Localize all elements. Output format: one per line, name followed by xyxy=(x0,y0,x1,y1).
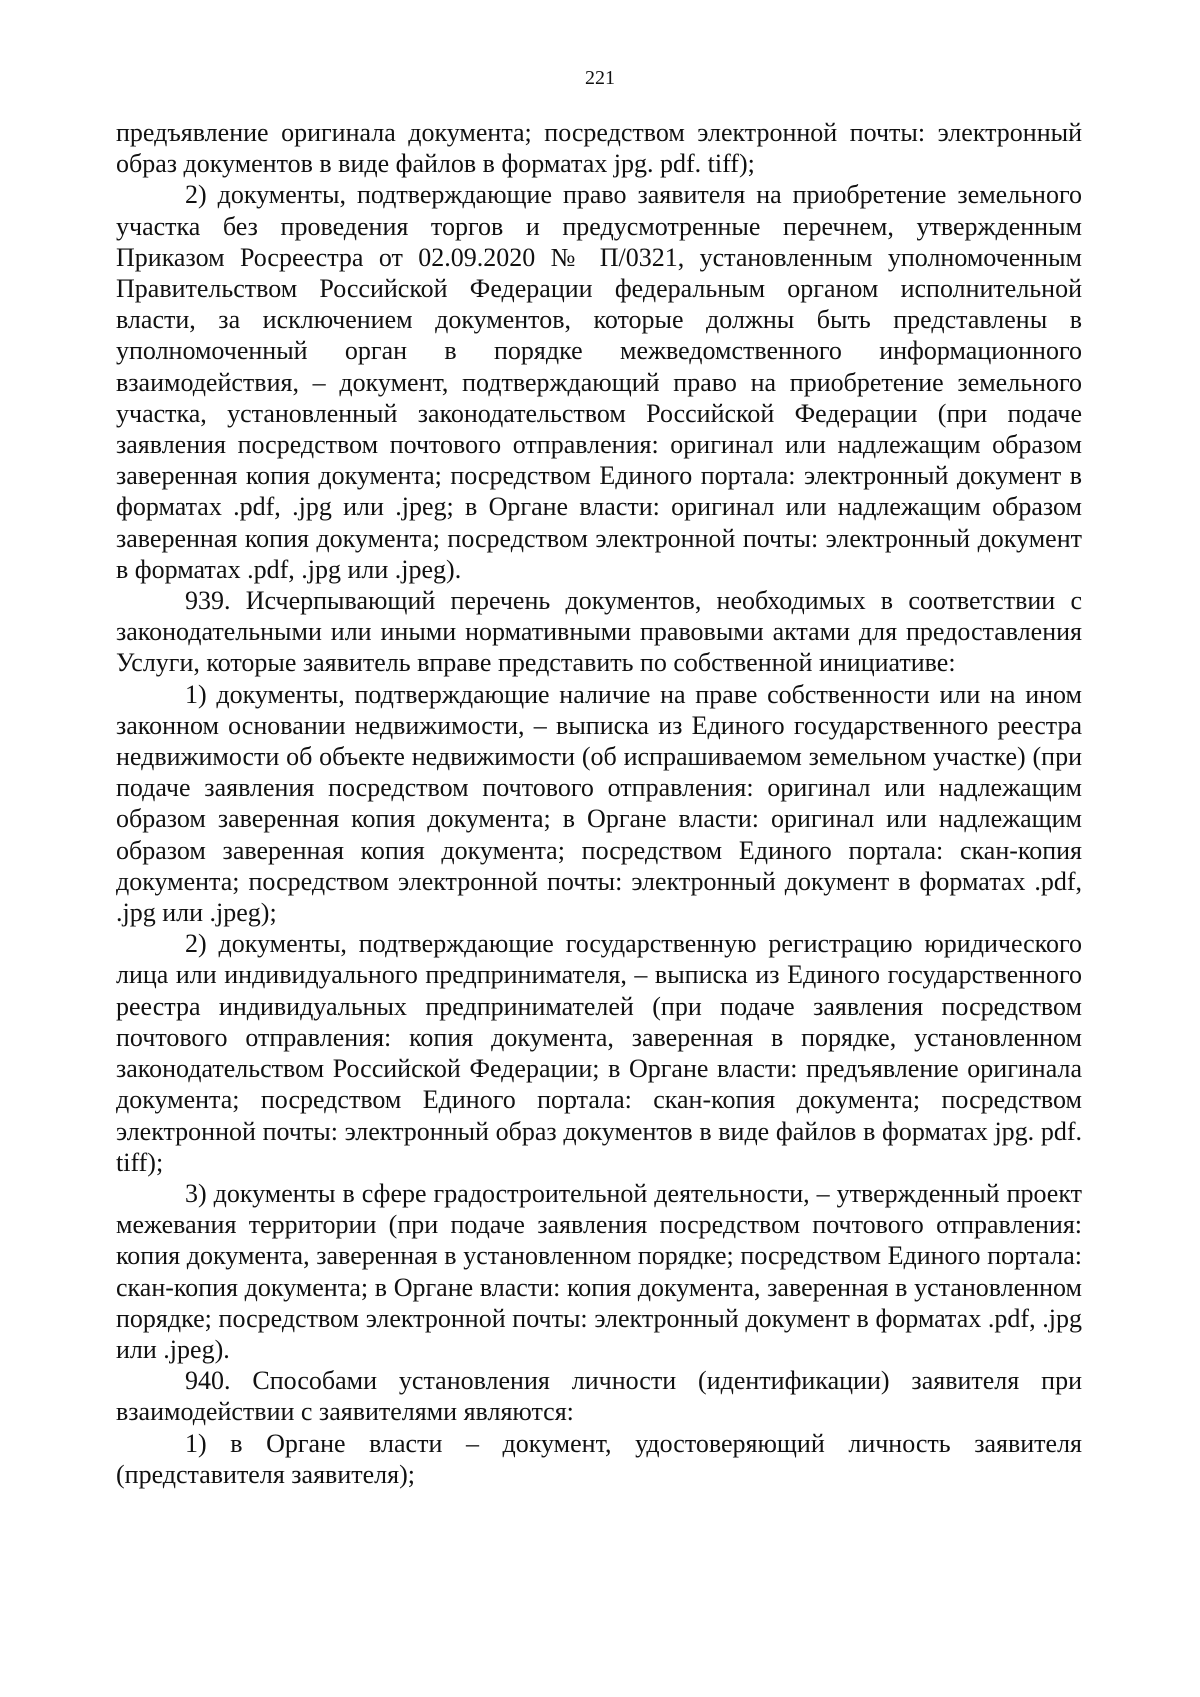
paragraph: предъявление оригинала документа; посредством электронной почты: электронный образ документов в виде файлов в форматах jpg. pdf. tiff); xyxy=(116,118,1082,179)
paragraph: 3) документы в сфере градостроительной деятельности, – утвержденный проект межевания территории (при подаче заявления посредством почтового отправления: копия документа, заверенная в установленном порядке; посредством Единого портала: скан-копия документа; в Органе власти: копия документа, заверенная в установленном порядке; посредством электронной почты: электронный документ в форматах .pdf, .jpg или .jpeg). xyxy=(116,1178,1082,1364)
paragraph: 1) документы, подтверждающие наличие на праве собственности или на ином законном основании недвижимости, – выписка из Единого государственного реестра недвижимости об объекте недвижимости (об испрашиваемом земельном участке) (при подаче заявления посредством почтового отправления: оригинал или надлежащим образом заверенная копия документа; в Органе власти: оригинал или надлежащим образом заверенная копия документа; посредством Единого портала: скан-копия документа; посредством электронной почты: электронный документ в форматах .pdf, .jpg или .jpeg); xyxy=(116,679,1082,928)
document-body xyxy=(116,117,1082,1490)
paragraph: 939. Исчерпывающий перечень документов, необходимых в соответствии с законодательными или иными нормативными правовыми актами для предоставления Услуги, которые заявитель вправе представить по собственной инициативе: xyxy=(116,586,1082,678)
paragraph: 2) документы, подтверждающие государственную регистрацию юридического лица или индивидуального предпринимателя, – выписка из Единого государственного реестра индивидуальных предпринимателей (при подаче заявления посредством почтового отправления: копия документа, заверенная в порядке, установленном законодательством Российской Федерации; в Органе власти: предъявление оригинала документа; посредством Единого портала: скан-копия документа; посредством электронной почты: электронный образ документов в виде файлов в форматах jpg. pdf. tiff); xyxy=(116,929,1082,1177)
page-number: 221 xyxy=(585,67,615,89)
paragraph: 1) в Органе власти – документ, удостоверяющий личность заявителя (представителя заявителя); xyxy=(116,1428,1082,1489)
paragraph: 2) документы, подтверждающие право заявителя на приобретение земельного участка без проведения торгов и предусмотренные перечнем, утвержденным Приказом Росреестра от 02.09.2020 № П/0321, установленным уполномоченным Правительством Российской Федерации федеральным органом исполнительной власти, за исключением документов, которые должны быть представлены в уполномоченный орган в порядке межведомственного информационного взаимодействия, – документ, подтверждающий право на приобретение земельного участка, установленный законодательством Российской Федерации (при подаче заявления посредством почтового отправления: оригинал или надлежащим образом заверенная копия документа; посредством Единого портала: электронный документ в форматах .pdf, .jpg или .jpeg; в Органе власти: оригинал или надлежащим образом заверенная копия документа; посредством электронной почты: электронный документ в форматах .pdf, .jpg или .jpeg). xyxy=(116,180,1082,584)
paragraph: 940. Способами установления личности (идентификации) заявителя при взаимодействии с заявителями являются: xyxy=(116,1366,1082,1427)
